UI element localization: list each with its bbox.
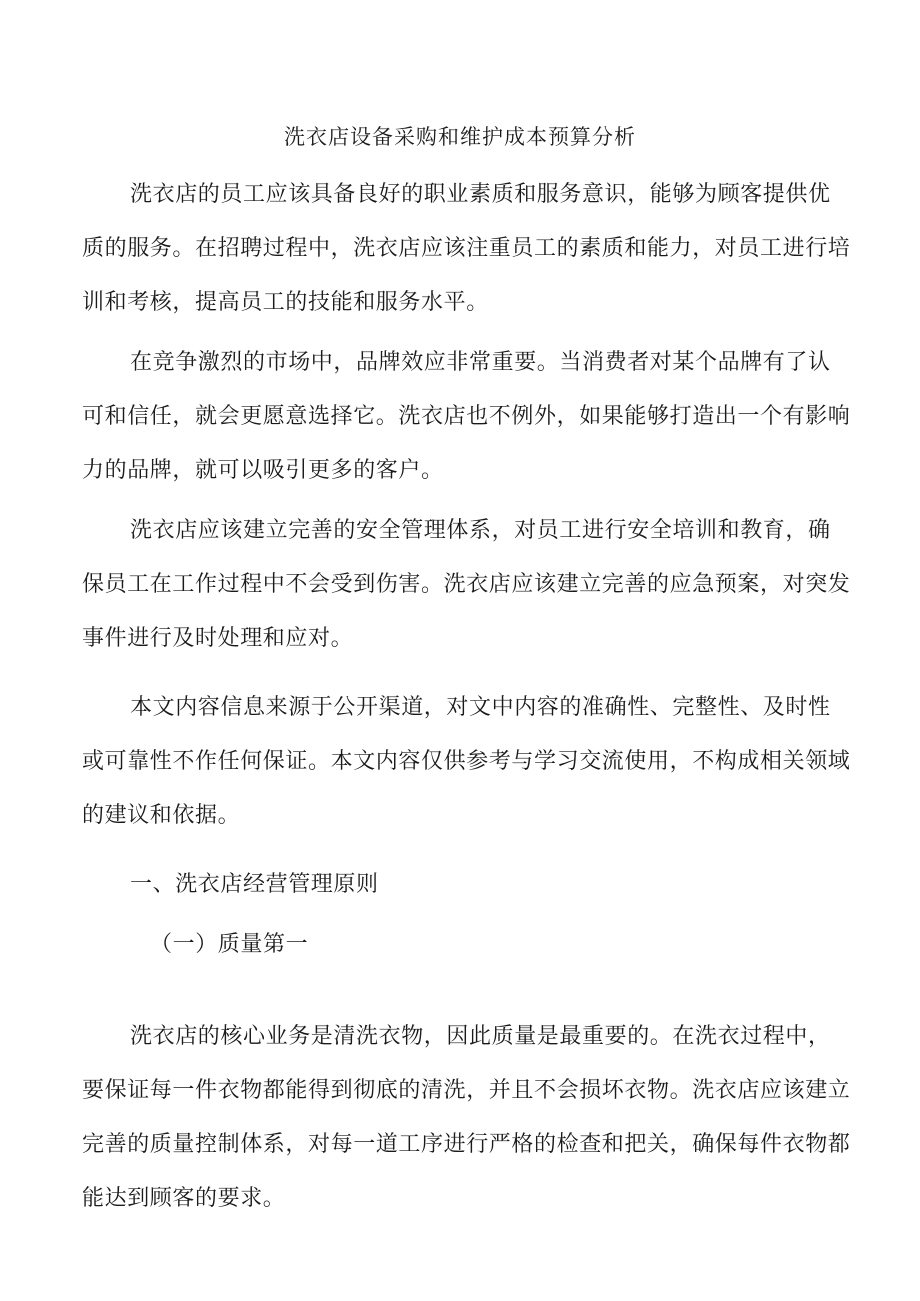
paragraph-safety-management: 洗衣店应该建立完善的安全管理体系，对员工进行安全培训和教育，确保员工在工作过程中不会受到伤害。洗衣店应该建立完善的应急预案，对突发事件进行及时处理和应对。 (82, 518, 851, 651)
document-title: 洗衣店设备采购和维护成本预算分析 (284, 125, 636, 149)
subsection-heading: （一）质量第一 (150, 932, 309, 957)
section-heading: 一、洗衣店经营管理原则 (130, 872, 379, 897)
paragraph-brand-effect: 在竞争激烈的市场中，品牌效应非常重要。当消费者对某个品牌有了认可和信任，就会更愿意选择它。洗衣店也不例外，如果能够打造出一个有影响力的品牌，就可以吸引更多的客户。 (82, 350, 851, 483)
paragraph-disclaimer: 本文内容信息来源于公开渠道，对文中内容的准确性、完整性、及时性或可靠性不作任何保证。本文内容仅供参考与学习交流使用，不构成相关领域的建议和依据。 (82, 695, 851, 828)
paragraph-quality-first: 洗衣店的核心业务是清洗衣物，因此质量是最重要的。在洗衣过程中，要保证每一件衣物都能得到彻底的清洗，并且不会损坏衣物。洗衣店应该建立完善的质量控制体系，对每一道工序进行严格的检查和把关，确保每件衣物都能达到顾客的要求。 (82, 1024, 851, 1211)
paragraph-staff-quality: 洗衣店的员工应该具备良好的职业素质和服务意识，能够为顾客提供优质的服务。在招聘过程中，洗衣店应该注重员工的素质和能力，对员工进行培训和考核，提高员工的技能和服务水平。 (82, 182, 851, 315)
